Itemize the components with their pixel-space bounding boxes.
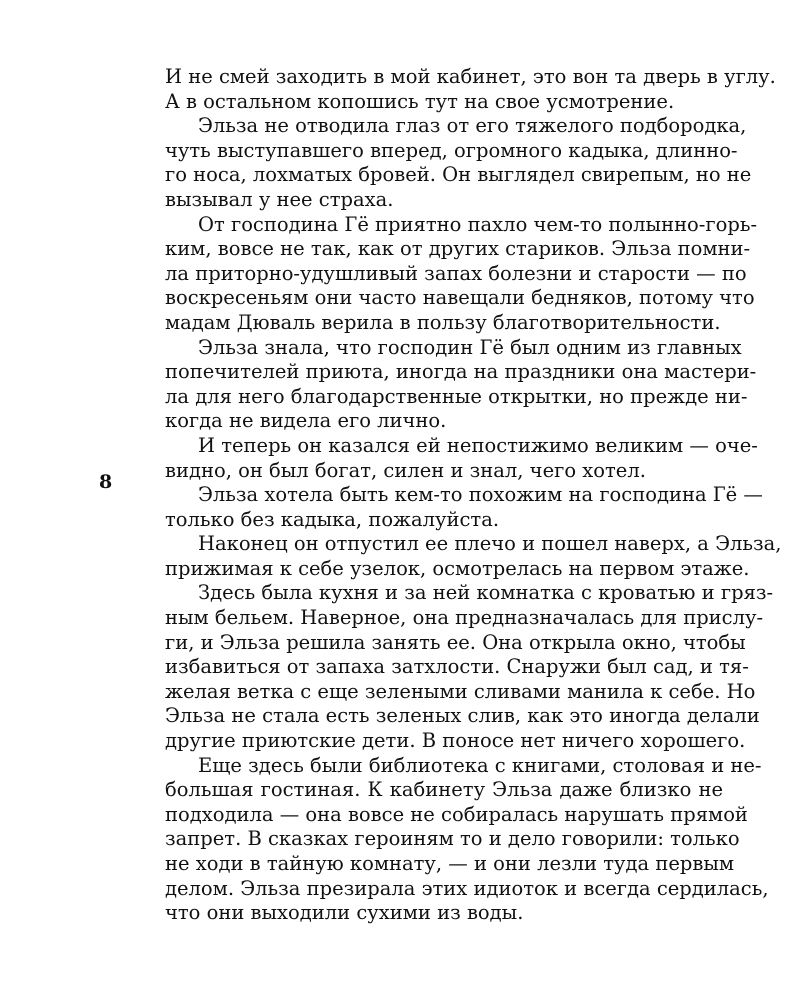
text-line: ким, вовсе не так, как от других стариков. Эльза помни- (165, 237, 751, 261)
paragraph (165, 65, 776, 114)
text-line: видно, он был богат, силен и знал, чего хотел. (165, 458, 646, 482)
text-line: прижимая к себе узелок, осмотрелась на первом этаже. (165, 556, 750, 580)
text-line: избавиться от запаха затхлости. Снаружи был сад, и тя- (165, 655, 749, 679)
text-line: Эльза хотела быть кем-то похожим на господина Гё — (198, 483, 763, 507)
text-line: чуть выступавшего вперед, огромного кадыка, длинно- (165, 138, 738, 162)
text-line: делом. Эльза презирала этих идиоток и всегда сердилась, (165, 876, 769, 900)
text-line: И теперь он казался ей непостижимо великим — оче- (198, 433, 758, 457)
text-line: вызывал у нее страха. (165, 187, 394, 211)
text-line: воскресеньям они часто навещали бедняков, потому что (165, 286, 755, 310)
text-line: попечителей приюта, иногда на праздники она мастери- (165, 360, 757, 384)
paragraph (165, 532, 782, 581)
text-line: что они выходили сухими из воды. (165, 901, 524, 925)
body-text (165, 65, 782, 926)
text-line: И не смей заходить в мой кабинет, это вон та дверь в углу. (165, 65, 776, 88)
text-line: мадам Дюваль верила в пользу благотворительности. (165, 310, 721, 334)
paragraph (165, 335, 757, 434)
text-line: ла для него благодарственные открытки, но прежде ни- (165, 384, 748, 408)
paragraph (165, 483, 763, 532)
paragraph (165, 433, 758, 483)
text-line: Эльза знала, что господин Гё был одним из главных (198, 335, 742, 359)
text-line: только без кадыка, пожалуйста. (165, 507, 500, 531)
text-line: ги, и Эльза решила занять ее. Она открыла окно, чтобы (165, 630, 746, 654)
text-line: Здесь была кухня и за ней комнатка с кроватью и гряз- (198, 581, 774, 605)
text-line: когда не видела его лично. (165, 409, 447, 433)
text-line: другие приютские дети. В поносе нет ничего хорошего. (165, 729, 746, 753)
page-number: 8 (99, 471, 113, 493)
text-line: подходила — она вовсе не собиралась нарушать прямой (165, 802, 748, 826)
text-line: ла приторно-удушливый запах болезни и старости — по (165, 261, 747, 285)
text-line: не ходи в тайную комнату, — и они лезли туда первым (165, 852, 735, 875)
text-line: Еще здесь были библиотека с книгами, столовая и не- (198, 753, 762, 777)
paragraph (165, 114, 752, 212)
text-line: Эльза не отводила глаз от его тяжелого подбородка, (198, 114, 747, 138)
paragraph (165, 212, 758, 336)
paragraph (165, 581, 774, 753)
text-line: го носа, лохматых бровей. Он выглядел свирепым, но не (165, 163, 752, 187)
text-line: Наконец он отпустил ее плечо и пошел наверх, а Эльза, (198, 532, 782, 556)
text-line: А в остальном копошись тут на свое усмотрение. (165, 89, 675, 113)
text-line: запрет. В сказках героиням то и дело говорили: только (165, 827, 740, 851)
text-line: ным бельем. Наверное, она предназначалась для прислу- (165, 606, 764, 630)
paragraph (165, 753, 769, 926)
text-line: большая гостиная. К кабинету Эльза даже близко не (165, 778, 723, 802)
text-line: Эльза не стала есть зеленых слив, как это иногда делали (165, 704, 760, 728)
text-line: От господина Гё приятно пахло чем-то полынно-горь- (198, 212, 758, 236)
text-line: желая ветка с еще зелеными сливами манила к себе. Но (165, 679, 756, 703)
